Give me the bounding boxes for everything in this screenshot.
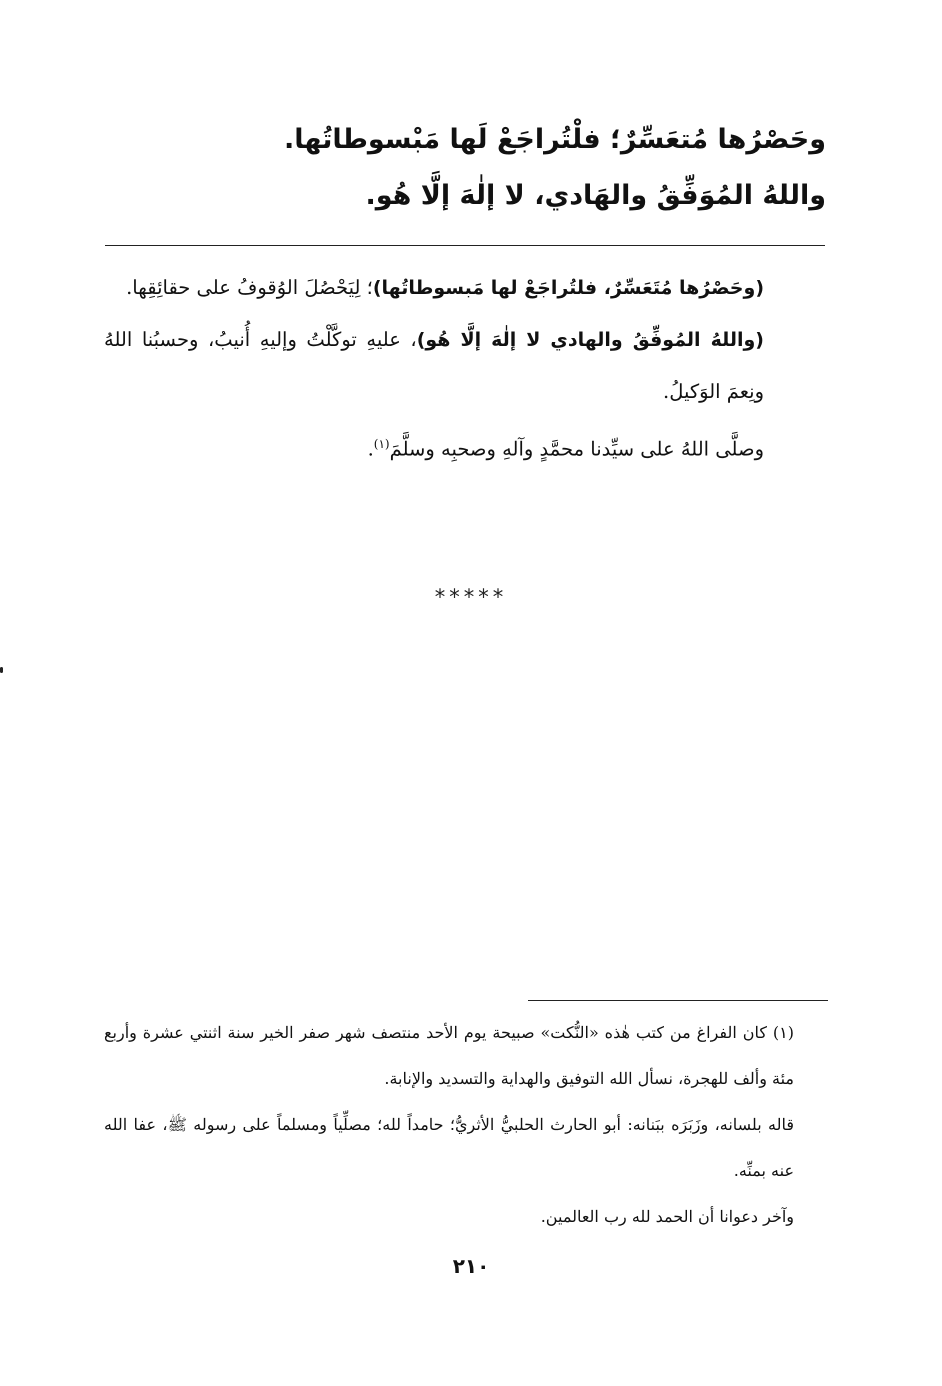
- quoted-matn: (وحَصْرُها مُتَعَسِّرٌ، فلتُراجَعْ لها مَبسوطاتُها): [372, 277, 764, 299]
- quoted-matn: (واللهُ المُوفِّقُ والهادي لا إلٰهَ إلَّا هُو): [416, 329, 764, 351]
- commentary-text: [104, 262, 826, 476]
- commentary-text-run: وصلَّى اللهُ على سيِّدنا محمَّدٍ وآلهِ وصحبِه وسلَّمَ: [389, 437, 764, 461]
- commentary-paragraph-2: [104, 314, 826, 418]
- footnote-reference[interactable]: (١): [373, 437, 390, 451]
- matn-text: [100, 112, 826, 224]
- footnote-block: [104, 1010, 826, 1240]
- matn-line-1: وحَصْرُها مُتعَسِّرٌ؛ فلْتُراجَعْ لَها مَبْسوطاتُها.: [284, 124, 826, 155]
- commentary-text-run: ؛ لِيَحْصُلَ الوُقوفُ على حقائِقِها.: [126, 276, 373, 299]
- commentary-text-run: .: [367, 437, 374, 461]
- commentary-paragraph-1: [104, 262, 826, 314]
- footnote-paragraph-3: وآخر دعوانا أن الحمد لله رب العالمين.: [540, 1207, 794, 1226]
- footnote-separator-rule: [528, 1000, 828, 1001]
- commentary-text-run: ، عليهِ توكَّلْتُ وإليهِ أُنيبُ، وحسبُنا اللهُ ونِعمَ الوَكيلُ.: [104, 328, 764, 403]
- commentary-paragraph-3: [104, 418, 826, 476]
- footnote-paragraph-1: (١) كان الفراغ من كتب هٰذه «النُّكت» صبيحة يوم الأحد منتصف شهر صفر الخير سنة اثنتي عشرة وأربع مئة وألف للهجرة، نسأل الله التوفيق والهداية والتسديد والإنابة.: [104, 1023, 794, 1088]
- footnote-paragraph-2: قاله بلسانه، وزَبَرَه ببَنانه: أبو الحارث الحلبيُّ الأثريُّ؛ حامداً لله؛ مصلِّياً ومسلماً على رسوله ﷺ، عفا الله عنه بمنِّه.: [104, 1115, 794, 1180]
- matn-separator-rule: [105, 245, 825, 246]
- page-number: ٢١٠: [452, 1254, 490, 1278]
- margin-mark: [0, 667, 3, 673]
- matn-line-2: واللهُ المُوَفِّقُ والهَادي، لا إلٰهَ إلَّا هُو.: [365, 180, 826, 211]
- section-divider-stars: *****: [434, 585, 508, 609]
